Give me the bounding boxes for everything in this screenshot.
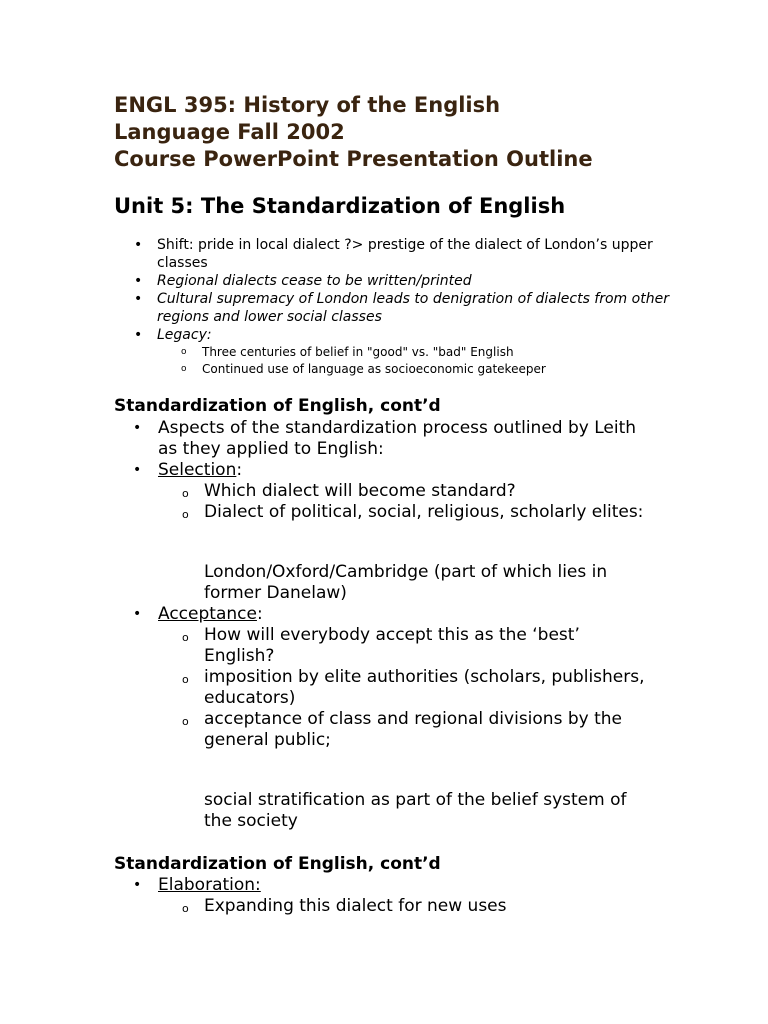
continuation-text: social stratification as part of the belief system of the society [204, 790, 627, 831]
spacer [114, 523, 654, 562]
continuation-text: London/Oxford/Cambridge (part of which lies in former Danelaw) [204, 562, 608, 603]
acceptance-label: Acceptance [158, 604, 257, 624]
list-item: • Cultural supremacy of London leads to denigration of dialects from other regions and lower social classes [114, 290, 674, 326]
elaboration-label: Elaboration: [158, 875, 261, 895]
legacy-sublist [157, 344, 674, 378]
sub-list-item: o How will everybody accept this as the ‘best’ English? [114, 625, 654, 667]
title-line: Course PowerPoint Presentation Outline [114, 147, 593, 171]
list-item: • Aspects of the standardization process outlined by Leith as they applied to English: [114, 418, 654, 460]
sub-list-item: o acceptance of class and regional divisions by the general public; [114, 709, 654, 751]
list-item: • Regional dialects cease to be written/printed [114, 272, 674, 290]
title-line: ENGL 395: History of the English [114, 93, 501, 117]
section-heading: Standardization of English, cont’d [114, 396, 441, 416]
sub-list-item: o Dialect of political, social, religious, scholarly elites: [114, 502, 654, 523]
list-item-acceptance [114, 604, 654, 625]
sub-list-item: o Expanding this dialect for new uses [114, 896, 654, 917]
section-heading: Standardization of English, cont’d [114, 854, 441, 874]
sub-list-item: o Which dialect will become standard? [114, 481, 654, 502]
document-title [114, 92, 714, 173]
standardization-list [114, 418, 654, 832]
title-line: Language Fall 2002 [114, 120, 345, 144]
list-item-legacy [114, 326, 674, 378]
unit-bullet-list [114, 236, 674, 378]
sub-list-item: o Continued use of language as socioeconomic gatekeeper [157, 361, 674, 378]
list-item-elaboration [114, 875, 654, 896]
sub-list-item: o imposition by elite authorities (scholars, publishers, educators) [114, 667, 654, 709]
legacy-label: Legacy: [157, 327, 212, 343]
elaboration-list [114, 875, 654, 917]
sub-list-item: o Three centuries of belief in "good" vs. "bad" English [157, 344, 674, 361]
selection-colon: : [236, 460, 243, 480]
spacer [114, 751, 654, 790]
selection-label: Selection [158, 460, 237, 480]
acceptance-colon: : [256, 604, 263, 624]
list-item-selection [114, 460, 654, 481]
list-item: • Shift: pride in local dialect ?> prestige of the dialect of London’s upper classes [114, 236, 674, 272]
unit-heading: Unit 5: The Standardization of English [114, 194, 566, 218]
